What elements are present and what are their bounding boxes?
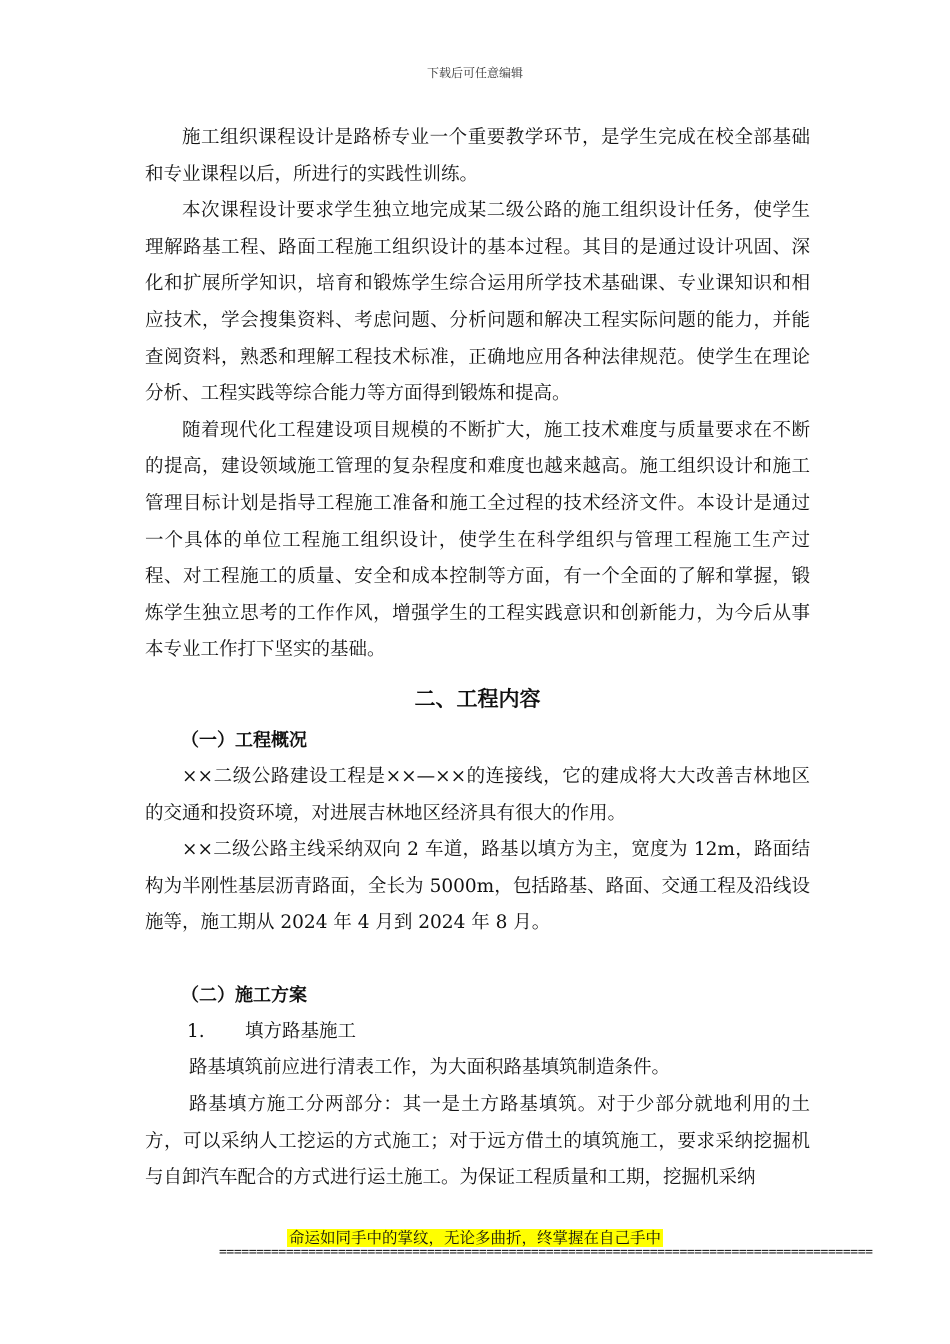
page-header-note: 下载后可任意编辑 — [426, 66, 523, 80]
plan-paragraph-2: 路基填方施工分两部分：其一是土方路基填筑。对于少部分就地利用的土方，可以采纳人工挖运的方式施工；对于远方借土的填筑施工，要求采纳挖掘机与自卸汽车配合的方式进行运土施工。为保证工程质量和工期，挖掘机采纳 — [145, 1094, 810, 1189]
overview-paragraph-2: ××二级公路主线采纳双向 2 车道，路基以填方为主，宽度为 12m，路面结构为半刚性基层沥青路面，全长为 5000m，包括路基、路面、交通工程及沿线设施等，施工期从 2024 年 4 月到 2024 年 8 月。 — [145, 839, 810, 934]
item-label: 填方路基施工 — [245, 1020, 357, 1042]
item-number: 1. — [187, 1020, 205, 1042]
section-heading-engineering-content: 二、工程内容 — [414, 686, 541, 711]
numbered-item-fill-subgrade — [145, 1014, 810, 1051]
subsection-heading-construction-plan: （二）施工方案 — [181, 984, 307, 1006]
subsection-heading-overview: （一）工程概况 — [181, 729, 307, 751]
overview-paragraph-1: ××二级公路建设工程是××—××的连接线，它的建成将大大改善吉林地区的交通和投资环境，对进展吉林地区经济具有很大的作用。 — [145, 765, 810, 824]
plan-paragraph-1: 路基填筑前应进行清表工作，为大面积路基填筑制造条件。 — [189, 1057, 671, 1079]
intro-paragraph-2: 本次课程设计要求学生独立地完成某二级公路的施工组织设计任务，使学生理解路基工程、路面工程施工组织设计的基本过程。其目的是通过设计巩固、深化和扩展所学知识，培育和锻炼学生综合运用所学技术基础课、专业课知识和相应技术，学会搜集资料、考虑问题、分析问题和解决工程实际问题的能力，并能查阅资料，熟悉和理解工程技术标准，正确地应用各种法律规范。使学生在理论分析、工程实践等综合能力等方面得到锻炼和提高。 — [145, 200, 810, 405]
footer-slogan-text: 命运如同手中的掌纹，无论多曲折，终掌握在自己手中 — [288, 1229, 661, 1247]
document-body — [145, 120, 810, 1197]
intro-paragraph-1: 施工组织课程设计是路桥专业一个重要教学环节，是学生完成在校全部基础和专业课程以后，所进行的实践性训练。 — [145, 127, 810, 185]
intro-paragraph-3: 随着现代化工程建设项目规模的不断扩大，施工技术难度与质量要求在不断的提高，建设领域施工管理的复杂程度和难度也越来越高。施工组织设计和施工管理目标计划是指导工程施工准备和施工全过程的技术经济文件。本设计是通过一个具体的单位工程施工组织设计，使学生在科学组织与管理工程施工生产过程、对工程施工的质量、安全和成本控制等方面，有一个全面的了解和掌握，锻炼学生独立思考的工作作风，增强学生的工程实践意识和创新能力，为今后从事本专业工作打下坚实的基础。 — [145, 419, 810, 661]
blank-line — [145, 942, 810, 978]
footer-separator-rule: ======================================================================================== — [219, 1245, 873, 1260]
